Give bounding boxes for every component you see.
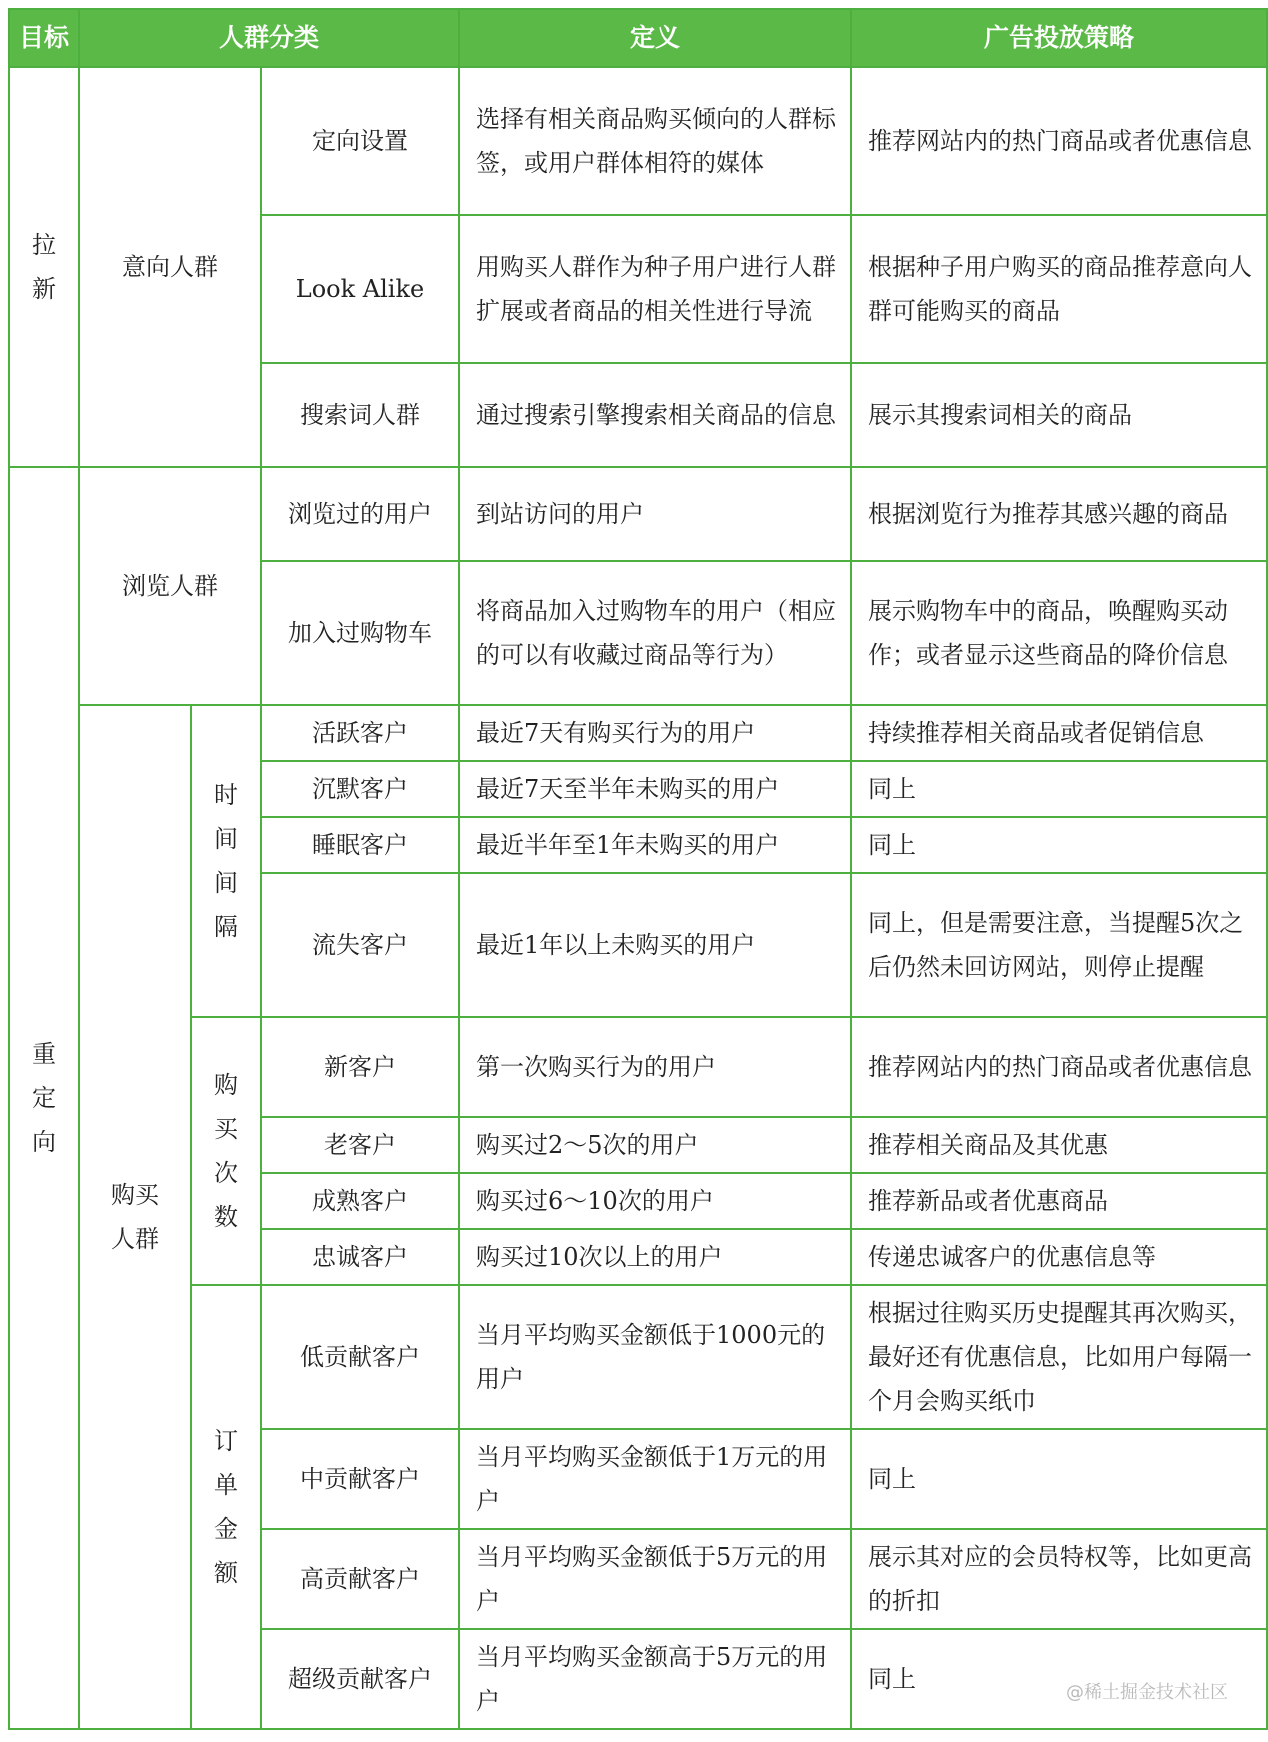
definition: 购买过6～10次的用户 bbox=[459, 1173, 851, 1229]
definition: 到站访问的用户 bbox=[459, 467, 851, 561]
sub-category: 超级贡献客户 bbox=[261, 1629, 459, 1729]
goal-retarget-cell bbox=[9, 467, 79, 1729]
dimension-amount: 订单金额 bbox=[213, 1427, 238, 1587]
goal-acquire: 拉新 bbox=[31, 231, 56, 303]
sub-category: 低贡献客户 bbox=[261, 1285, 459, 1429]
definition: 最近半年至1年未购买的用户 bbox=[459, 817, 851, 873]
goal-acquire-cell bbox=[9, 67, 79, 467]
strategy: 推荐相关商品及其优惠 bbox=[851, 1117, 1267, 1173]
strategy: 同上，但是需要注意，当提醒5次之后仍然未回访网站，则停止提醒 bbox=[851, 873, 1267, 1017]
table-row bbox=[9, 67, 1267, 215]
table-row bbox=[9, 1017, 1267, 1117]
sub-category: 睡眠客户 bbox=[261, 817, 459, 873]
definition: 用购买人群作为种子用户进行人群扩展或者商品的相关性进行导流 bbox=[459, 215, 851, 363]
sub-category: Look Alike bbox=[261, 215, 459, 363]
strategy: 同上 bbox=[851, 1429, 1267, 1529]
strategy: 推荐网站内的热门商品或者优惠信息 bbox=[851, 1017, 1267, 1117]
group-purchase-cell bbox=[79, 705, 191, 1729]
sub-category: 浏览过的用户 bbox=[261, 467, 459, 561]
strategy: 持续推荐相关商品或者促销信息 bbox=[851, 705, 1267, 761]
definition: 购买过10次以上的用户 bbox=[459, 1229, 851, 1285]
group-browse: 浏览人群 bbox=[79, 467, 261, 705]
dimension-count: 购买次数 bbox=[213, 1071, 238, 1231]
header-row bbox=[9, 9, 1267, 67]
strategy: 根据种子用户购买的商品推荐意向人群可能购买的商品 bbox=[851, 215, 1267, 363]
sub-category: 活跃客户 bbox=[261, 705, 459, 761]
dimension-count-cell bbox=[191, 1017, 261, 1285]
definition: 最近1年以上未购买的用户 bbox=[459, 873, 851, 1017]
sub-category: 加入过购物车 bbox=[261, 561, 459, 705]
sub-category: 老客户 bbox=[261, 1117, 459, 1173]
header-ad-strategy: 广告投放策略 bbox=[851, 9, 1267, 67]
table-row bbox=[9, 1285, 1267, 1429]
dimension-time: 时间间隔 bbox=[213, 781, 238, 941]
strategy: 根据过往购买历史提醒其再次购买，最好还有优惠信息，比如用户每隔一个月会购买纸巾 bbox=[851, 1285, 1267, 1429]
header-audience-category: 人群分类 bbox=[79, 9, 459, 67]
sub-category: 定向设置 bbox=[261, 67, 459, 215]
definition: 选择有相关商品购买倾向的人群标签，或用户群体相符的媒体 bbox=[459, 67, 851, 215]
group-intent: 意向人群 bbox=[79, 67, 261, 467]
sub-category: 新客户 bbox=[261, 1017, 459, 1117]
sub-category: 中贡献客户 bbox=[261, 1429, 459, 1529]
definition: 当月平均购买金额低于5万元的用户 bbox=[459, 1529, 851, 1629]
header-definition: 定义 bbox=[459, 9, 851, 67]
group-purchase: 购买人群 bbox=[110, 1181, 159, 1253]
table-row bbox=[9, 467, 1267, 561]
definition: 将商品加入过购物车的用户（相应的可以有收藏过商品等行为） bbox=[459, 561, 851, 705]
strategy: 展示购物车中的商品，唤醒购买动作；或者显示这些商品的降价信息 bbox=[851, 561, 1267, 705]
strategy: 展示其搜索词相关的商品 bbox=[851, 363, 1267, 467]
goal-retarget: 重定向 bbox=[31, 1040, 56, 1156]
dimension-amount-cell bbox=[191, 1285, 261, 1729]
table-wrapper bbox=[8, 8, 1268, 1730]
strategy: 同上 bbox=[851, 817, 1267, 873]
sub-category: 沉默客户 bbox=[261, 761, 459, 817]
sub-category: 忠诚客户 bbox=[261, 1229, 459, 1285]
watermark: @稀土掘金技术社区 bbox=[1066, 1682, 1228, 1703]
definition: 购买过2～5次的用户 bbox=[459, 1117, 851, 1173]
strategy: 展示其对应的会员特权等，比如更高的折扣 bbox=[851, 1529, 1267, 1629]
sub-category: 高贡献客户 bbox=[261, 1529, 459, 1629]
header-goal: 目标 bbox=[9, 9, 79, 67]
dimension-time-cell bbox=[191, 705, 261, 1017]
strategy: 根据浏览行为推荐其感兴趣的商品 bbox=[851, 467, 1267, 561]
definition: 最近7天至半年未购买的用户 bbox=[459, 761, 851, 817]
strategy: 同上 bbox=[851, 1629, 1267, 1729]
table-row bbox=[9, 705, 1267, 761]
definition: 最近7天有购买行为的用户 bbox=[459, 705, 851, 761]
strategy: 推荐网站内的热门商品或者优惠信息 bbox=[851, 67, 1267, 215]
definition: 第一次购买行为的用户 bbox=[459, 1017, 851, 1117]
strategy: 传递忠诚客户的优惠信息等 bbox=[851, 1229, 1267, 1285]
audience-strategy-table bbox=[8, 8, 1268, 1730]
definition: 当月平均购买金额低于1000元的用户 bbox=[459, 1285, 851, 1429]
definition: 通过搜索引擎搜索相关商品的信息 bbox=[459, 363, 851, 467]
strategy: 同上 bbox=[851, 761, 1267, 817]
strategy: 推荐新品或者优惠商品 bbox=[851, 1173, 1267, 1229]
definition: 当月平均购买金额高于5万元的用户 bbox=[459, 1629, 851, 1729]
sub-category: 流失客户 bbox=[261, 873, 459, 1017]
sub-category: 成熟客户 bbox=[261, 1173, 459, 1229]
definition: 当月平均购买金额低于1万元的用户 bbox=[459, 1429, 851, 1529]
sub-category: 搜索词人群 bbox=[261, 363, 459, 467]
